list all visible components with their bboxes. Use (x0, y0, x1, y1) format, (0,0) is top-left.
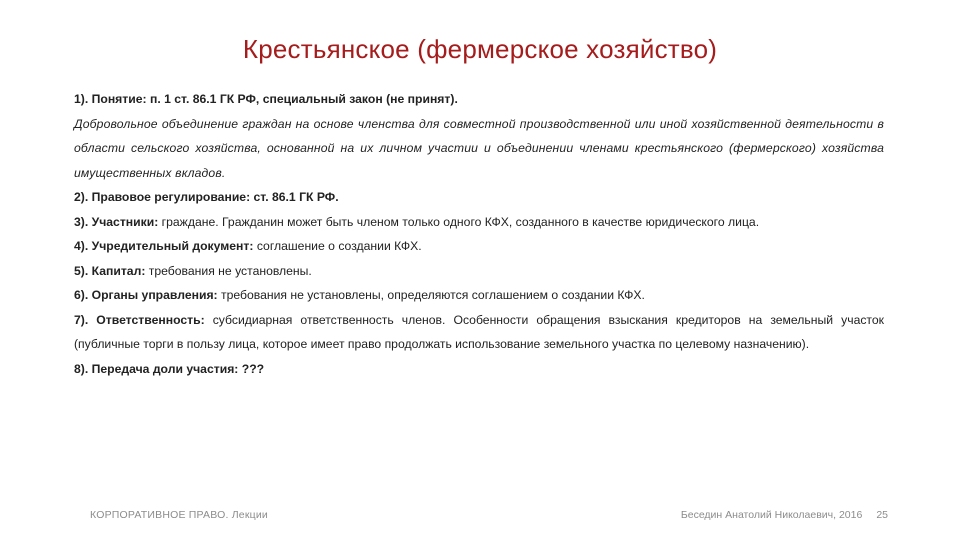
footer-right (681, 509, 888, 521)
item-4-label: 4). Учредительный документ: (74, 239, 254, 253)
item-1-heading: 1). Понятие: п. 1 ст. 86.1 ГК РФ, специальный закон (не принят). (74, 92, 458, 106)
item-2-heading: 2). Правовое регулирование: ст. 86.1 ГК РФ. (74, 190, 339, 204)
item-4 (74, 234, 884, 259)
item-6 (74, 283, 884, 308)
item-8-heading: 8). Передача доли участия: ??? (74, 361, 265, 376)
item-4-text: соглашение о создании КФХ. (253, 239, 422, 253)
item-1-definition: Добровольное объединение граждан на основе членства для совместной производственной или иной хозяйственной деятельности в области сельского хозяйства, основанной на их личном участии и объединении членами крестьянского (фермерского) хозяйства имущественных вкладов. (74, 116, 884, 180)
footer-author: Беседин Анатолий Николаевич, 2016 (680, 509, 863, 521)
slide-content (74, 87, 884, 381)
slide-title: Крестьянское (фермерское хозяйство) (242, 34, 718, 64)
item-3-label: 3). Участники: (74, 214, 159, 229)
item-5-label: 5). Капитал: (74, 263, 146, 278)
item-5 (74, 259, 884, 284)
footer-course: КОРПОРАТИВНОЕ ПРАВО. Лекции (90, 509, 268, 521)
item-6-text: требования не установлены, определяются соглашением о создании КФХ. (217, 288, 645, 302)
page-number: 25 (876, 509, 888, 521)
item-7-label: 7). Ответственность: (74, 312, 205, 327)
item-7 (74, 308, 884, 357)
item-5-text: требования не установлены. (145, 263, 312, 278)
item-3-text: граждане. Гражданин может быть членом только одного КФХ, созданного в качестве юридического лица. (158, 214, 760, 229)
item-3 (74, 210, 884, 235)
item-7-text: субсидиарная ответственность членов. Особенности обращения взыскания кредиторов на земельный участок (публичные торги в пользу лица, которое имеет право продолжать использование земельного участка по целевому назначению). (74, 312, 884, 351)
item-6-label: 6). Органы управления: (74, 288, 218, 302)
